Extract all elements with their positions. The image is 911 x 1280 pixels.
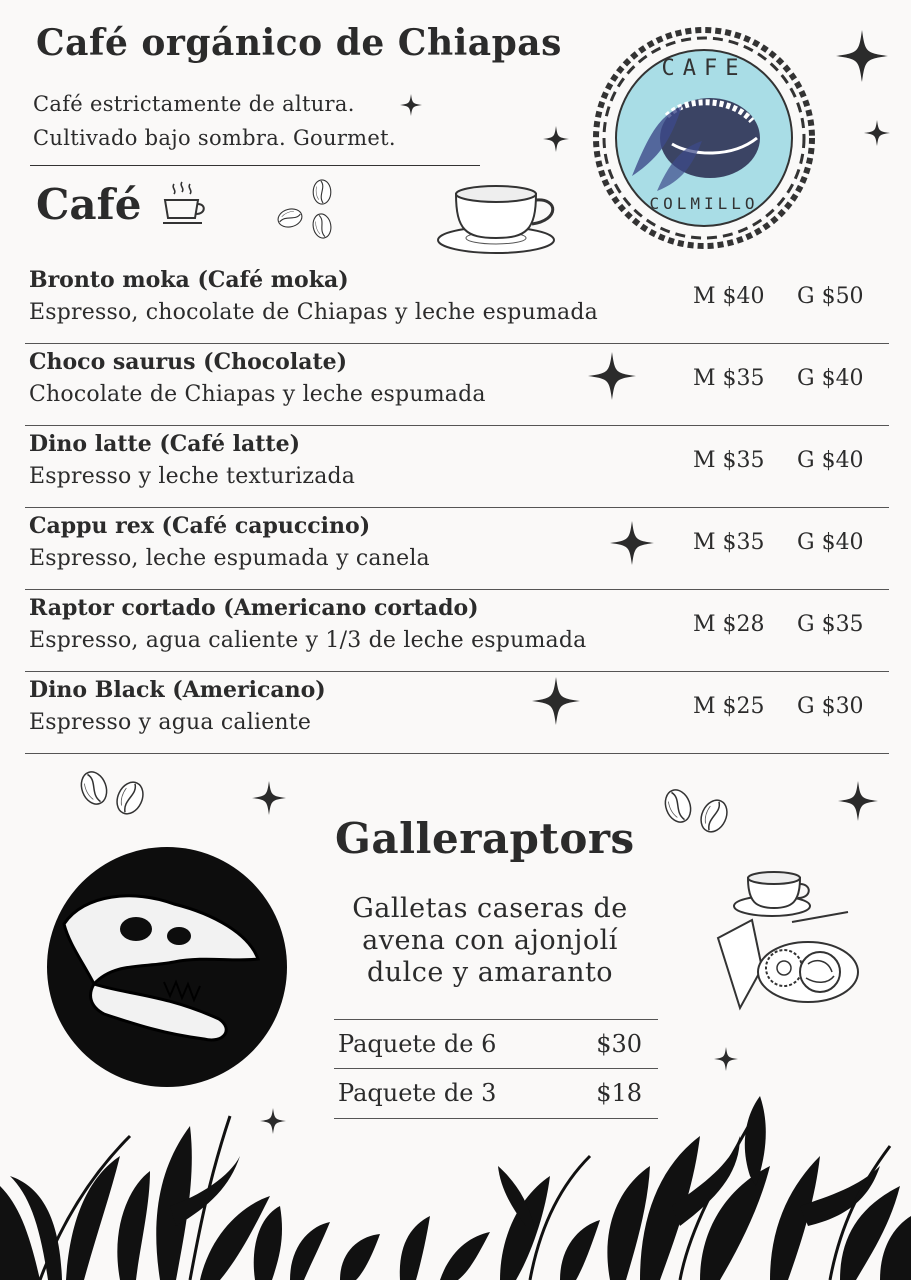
price-large: G $40: [797, 448, 864, 473]
coffee-bean-icon: [658, 780, 738, 842]
coffee-cup-saucer-icon: [436, 180, 560, 260]
sparkle-icon: [838, 776, 878, 826]
menu-row: [25, 590, 889, 672]
sparkle-icon: [543, 124, 569, 154]
item-desc: Chocolate de Chiapas y leche espumada: [29, 382, 486, 407]
coffee-cookies-icon: [712, 868, 860, 1020]
section-title: Café: [36, 180, 142, 229]
price-medium: M $35: [693, 366, 765, 391]
package-label: Paquete de 3: [338, 1079, 497, 1107]
price-large: G $40: [797, 366, 864, 391]
item-name: Cappu rex (Café capuccino): [29, 513, 371, 539]
sparkle-icon: [532, 672, 580, 730]
item-desc: Espresso, chocolate de Chiapas y leche espumada: [29, 300, 598, 325]
menu-row: [25, 672, 889, 754]
galleraptors-title: Galleraptors: [335, 814, 635, 863]
sparkle-icon: [836, 25, 888, 87]
package-label: Paquete de 6: [338, 1030, 497, 1058]
page-title: Café orgánico de Chiapas: [36, 22, 562, 64]
item-desc: Espresso y agua caliente: [29, 710, 312, 735]
galleraptors-description: [330, 893, 650, 989]
item-name: Dino Black (Americano): [29, 677, 326, 703]
sparkle-icon: [252, 776, 286, 820]
price-large: G $30: [797, 694, 864, 719]
sparkle-icon: [400, 94, 422, 116]
menu-row: [25, 262, 889, 344]
plant-leaf-icon: [0, 1076, 911, 1280]
cafe-colmillo-logo: [592, 26, 816, 250]
item-desc: Espresso y leche texturizada: [29, 464, 356, 489]
menu-row: [25, 344, 889, 426]
item-name: Bronto moka (Café moka): [29, 267, 349, 293]
dinosaur-skull-icon: [44, 844, 290, 1090]
coffee-menu: [25, 262, 889, 754]
item-name: Raptor cortado (Americano cortado): [29, 595, 479, 621]
package-row: [334, 1019, 658, 1069]
menu-row: [25, 426, 889, 508]
sparkle-icon: [714, 1044, 738, 1074]
sparkle-icon: [588, 348, 636, 404]
price-large: G $35: [797, 612, 864, 637]
item-name: Choco saurus (Chocolate): [29, 349, 348, 375]
price-medium: M $25: [693, 694, 765, 719]
coffee-bean-icon: [272, 176, 342, 244]
item-name: Dino latte (Café latte): [29, 431, 300, 457]
price-large: G $50: [797, 284, 864, 309]
price-medium: M $40: [693, 284, 765, 309]
logo-top-text: CAFE: [661, 56, 747, 81]
desc-line-2: avena con ajonjolí: [362, 925, 618, 956]
price-medium: M $35: [693, 448, 765, 473]
tagline-2: Cultivado bajo sombra. Gourmet.: [33, 126, 396, 150]
logo-bottom-text: COLMILLO: [649, 194, 759, 213]
item-desc: Espresso, agua caliente y 1/3 de leche espumada: [29, 628, 587, 653]
divider: [30, 165, 480, 166]
price-large: G $40: [797, 530, 864, 555]
sparkle-icon: [864, 118, 890, 148]
item-desc: Espresso, leche espumada y canela: [29, 546, 430, 571]
package-price: $30: [596, 1030, 642, 1058]
sparkle-icon: [610, 516, 654, 570]
price-medium: M $28: [693, 612, 765, 637]
package-price: $18: [596, 1079, 642, 1107]
desc-line-3: dulce y amaranto: [366, 957, 614, 988]
coffee-cup-icon: [160, 180, 208, 228]
desc-line-1: Galletas caseras de: [352, 893, 628, 924]
menu-row: [25, 508, 889, 590]
price-medium: M $35: [693, 530, 765, 555]
coffee-bean-icon: [74, 762, 154, 824]
tagline-1: Café estrictamente de altura.: [33, 92, 355, 116]
